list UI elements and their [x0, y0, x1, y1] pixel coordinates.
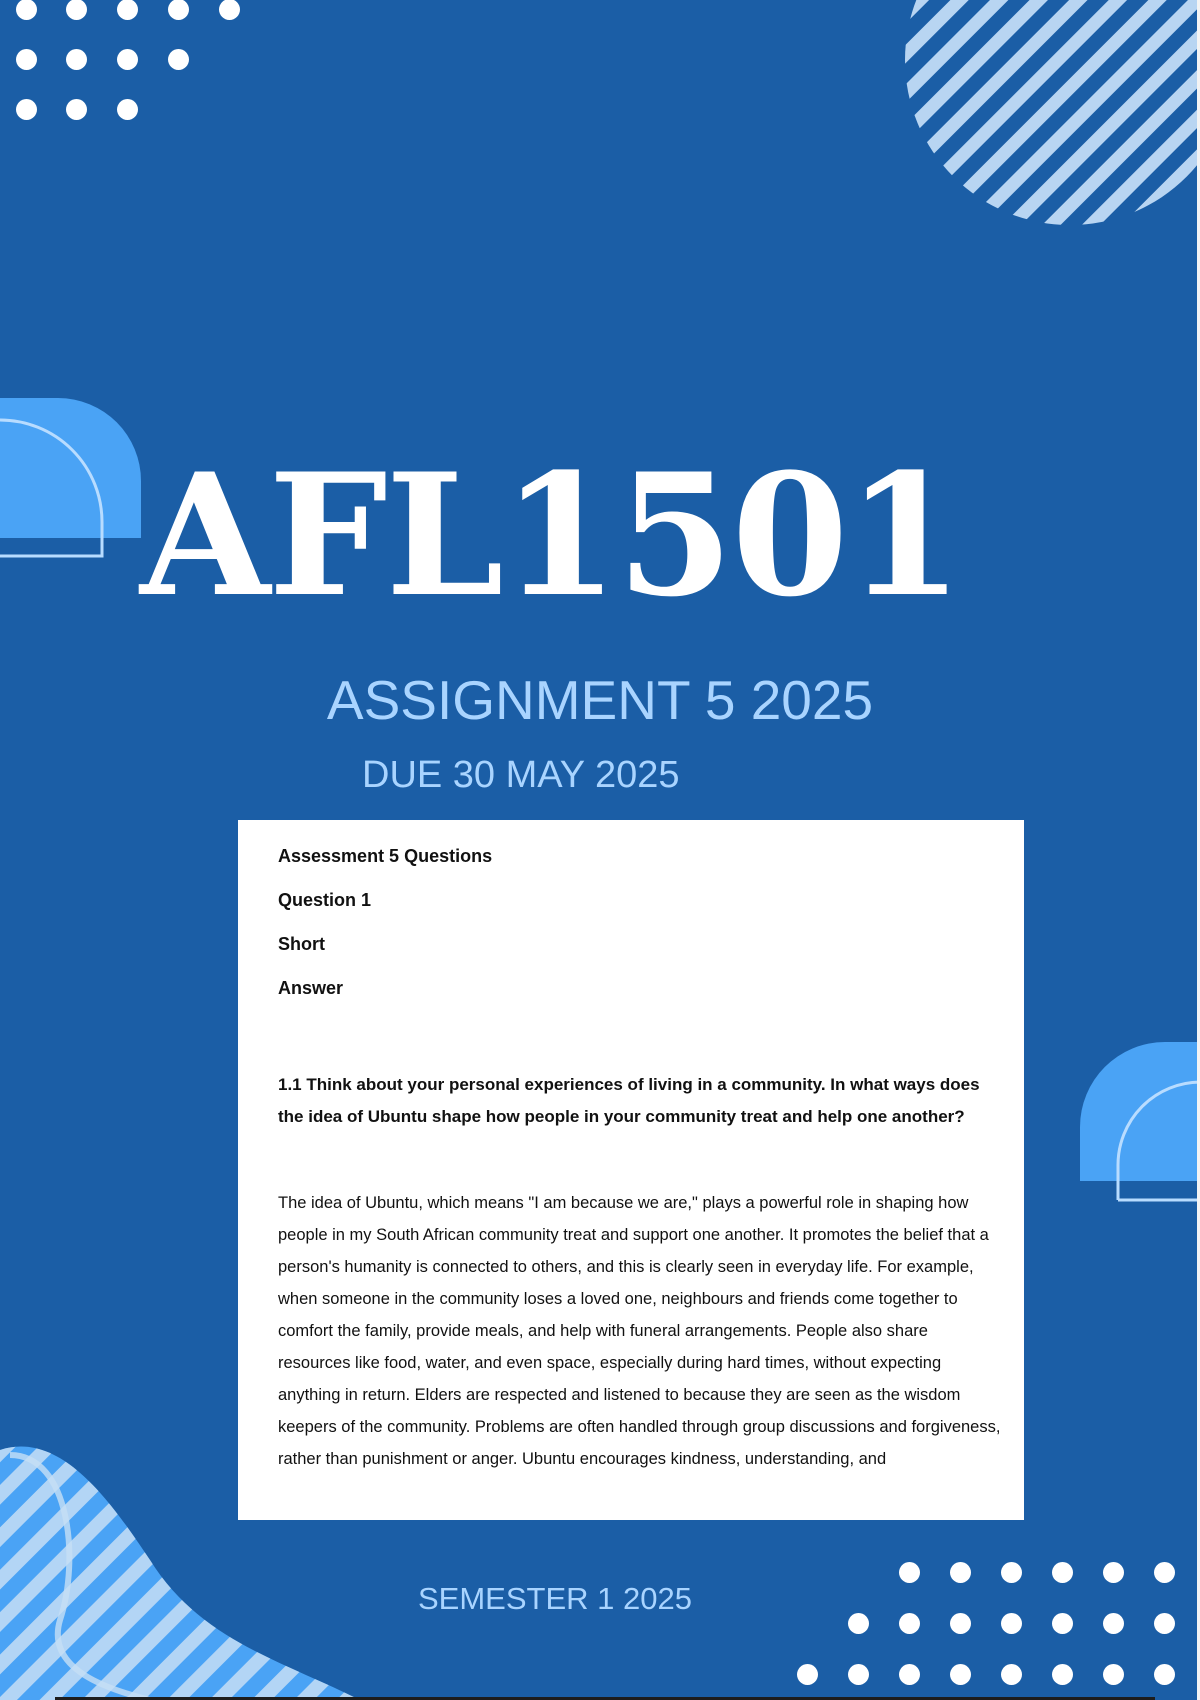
dot-grid-top-left [0, 0, 240, 120]
dot [1001, 1664, 1022, 1685]
answer-text: The idea of Ubuntu, which means "I am because we are," plays a powerful role in shaping how people in my South African community treat and support one another. It promotes the belief that a person's humanity is connected to others, and this is clearly seen in everyday life. For example, when someone in the community loses a loved one, neighbours and friends come together to comfort the family, provide meals, and help with funeral arrangements. People also share resources like food, water, and even space, especially during hard times, without expecting anything in return. Elders are respected and listened to because they are seen as the wisdom keepers of the community. Problems are often handled through group discussions and forgiveness, rather than punishment or anger. Ubuntu encourages kindness, understanding, and [278, 1194, 1001, 1468]
dot [16, 49, 37, 70]
dot [219, 0, 240, 20]
dot [848, 1613, 869, 1634]
dot [950, 1613, 971, 1634]
dot [1103, 1613, 1124, 1634]
dot [1154, 1562, 1175, 1583]
preview-heading-answer: Answer [278, 978, 344, 998]
dot [66, 99, 87, 120]
due-date: DUE 30 MAY 2025 [362, 754, 680, 796]
striped-semicircle-top [840, 0, 1200, 240]
dot [1154, 1664, 1175, 1685]
dot [117, 99, 138, 120]
dot [16, 0, 37, 20]
quarter-circle-left [0, 398, 141, 556]
dot [1103, 1664, 1124, 1685]
dot [848, 1664, 869, 1685]
quarter-circle-right [1080, 1042, 1200, 1200]
dot [117, 49, 138, 70]
dot [797, 1664, 818, 1685]
dot [950, 1664, 971, 1685]
dot [1052, 1562, 1073, 1583]
dot [16, 99, 37, 120]
dot [950, 1562, 971, 1583]
dot [117, 0, 138, 20]
dot [66, 0, 87, 20]
dot [168, 0, 189, 20]
semester-label: SEMESTER 1 2025 [418, 1581, 692, 1616]
assignment-title: ASSIGNMENT 5 2025 [326, 669, 874, 731]
dot [899, 1562, 920, 1583]
dot-grid-bottom-right [780, 1550, 1200, 1700]
dot [66, 49, 87, 70]
preview-heading-assessment: Assessment 5 Questions [278, 846, 493, 866]
preview-heading-question: Question 1 [278, 890, 372, 910]
dot [1001, 1613, 1022, 1634]
dot [1154, 1613, 1175, 1634]
document-preview [238, 820, 1024, 1520]
question-text: 1.1 Think about your personal experiences of living in a community. In what ways does the idea of Ubuntu shape how people in your community treat and help one another? [278, 1075, 980, 1126]
dot [1001, 1562, 1022, 1583]
preview-heading-short: Short [278, 934, 325, 954]
dot [899, 1664, 920, 1685]
dot [899, 1613, 920, 1634]
course-code-title: AFL1501 [140, 436, 962, 634]
dot [1052, 1613, 1073, 1634]
dot [1103, 1562, 1124, 1583]
dot [1052, 1664, 1073, 1685]
dot [168, 49, 189, 70]
